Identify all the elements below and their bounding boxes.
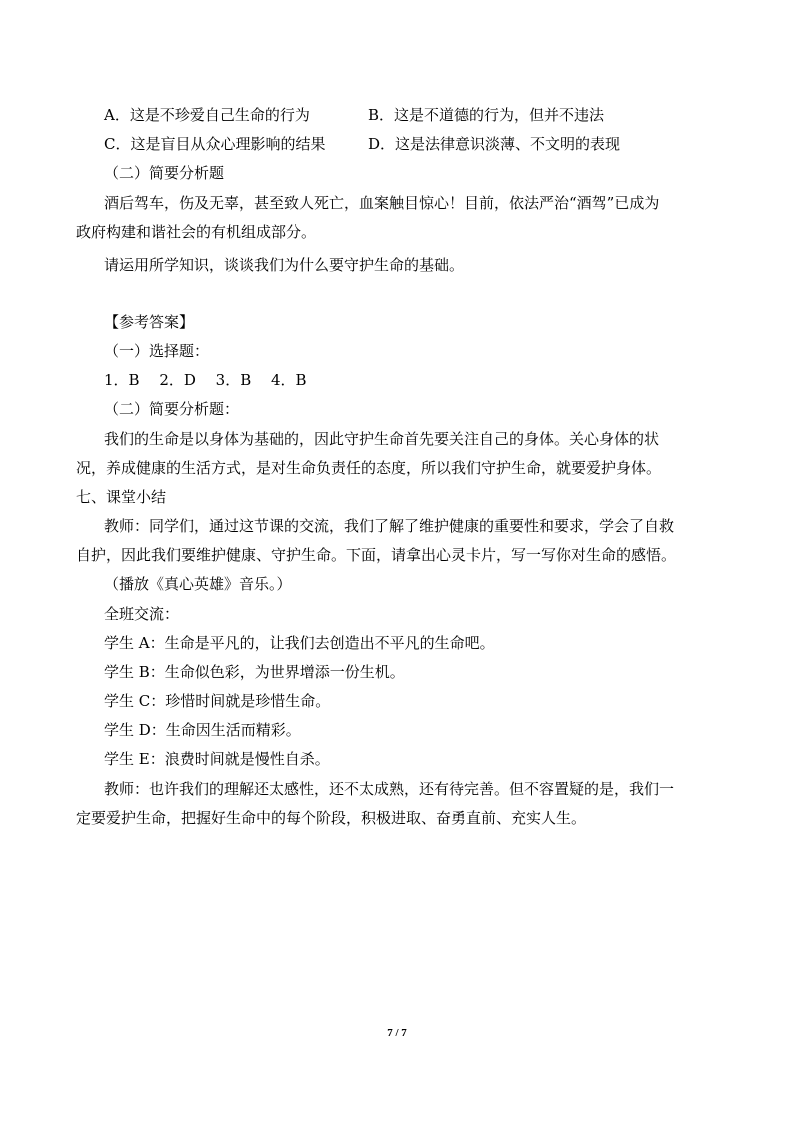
student-b-response: 学生 B：生命似色彩，为世界增添一份生机。 xyxy=(104,663,405,681)
analysis-question-line-2: 政府构建和谐社会的有机组成部分。 xyxy=(76,223,317,241)
page-number: 7 / 7 xyxy=(387,1027,407,1039)
closing-line-2: 定要爱护生命，把握好生命中的每个阶段，积极进取、奋勇直前、充实人生。 xyxy=(76,809,587,827)
choice-answer-heading: （一）选择题： xyxy=(104,342,210,360)
analysis-answer-heading: （二）简要分析题： xyxy=(104,400,240,418)
analysis-answer-line-1: 我们的生命是以身体为基础的，因此守护生命首先要关注自己的身体。关心身体的状 xyxy=(104,430,660,448)
student-c-response: 学生 C：珍惜时间就是珍惜生命。 xyxy=(104,692,331,710)
analysis-question-prompt: 请运用所学知识，谈谈我们为什么要守护生命的基础。 xyxy=(104,256,465,274)
student-d-response: 学生 D：生命因生活而精彩。 xyxy=(104,721,301,739)
analysis-question-line-1: 酒后驾车，伤及无辜，甚至致人死亡，血案触目惊心！目前，依法严治“酒驾”已成为 xyxy=(104,194,660,212)
class-exchange-label: 全班交流： xyxy=(104,605,180,623)
option-a: A．这是不珍爱自己生命的行为 xyxy=(104,106,310,124)
option-d: D．这是法律意识淡薄、不文明的表现 xyxy=(368,135,621,153)
teacher-line-1: 教师：同学们，通过这节课的交流，我们了解了维护健康的重要性和要求，学会了自救 xyxy=(104,517,675,535)
student-e-response: 学生 E：浪费时间就是慢性自杀。 xyxy=(104,750,330,768)
option-b: B．这是不道德的行为，但并不违法 xyxy=(368,106,605,124)
choice-answers: 1．B 2．D 3．B 4．B xyxy=(104,371,307,389)
closing-line-1: 教师：也许我们的理解还太感性，还不太成熟，还有待完善。但不容置疑的是，我们一 xyxy=(104,780,675,798)
music-note: （播放《真心英雄》音乐。） xyxy=(104,575,292,593)
section-short-analysis: （二）简要分析题 xyxy=(104,164,225,182)
teacher-line-2: 自护，因此我们要维护健康、守护生命。下面，请拿出心灵卡片，写一写你对生命的感悟。 xyxy=(76,546,677,564)
student-a-response: 学生 A：生命是平凡的，让我们去创造出不平凡的生命吧。 xyxy=(104,634,495,652)
reference-answer-heading: 【参考答案】 xyxy=(104,313,195,331)
option-c: C．这是盲目从众心理影响的结果 xyxy=(104,135,326,153)
summary-heading: 七、课堂小结 xyxy=(76,488,167,506)
analysis-answer-line-2: 况，养成健康的生活方式，是对生命负责任的态度，所以我们守护生命，就要爱护身体。 xyxy=(76,459,662,477)
